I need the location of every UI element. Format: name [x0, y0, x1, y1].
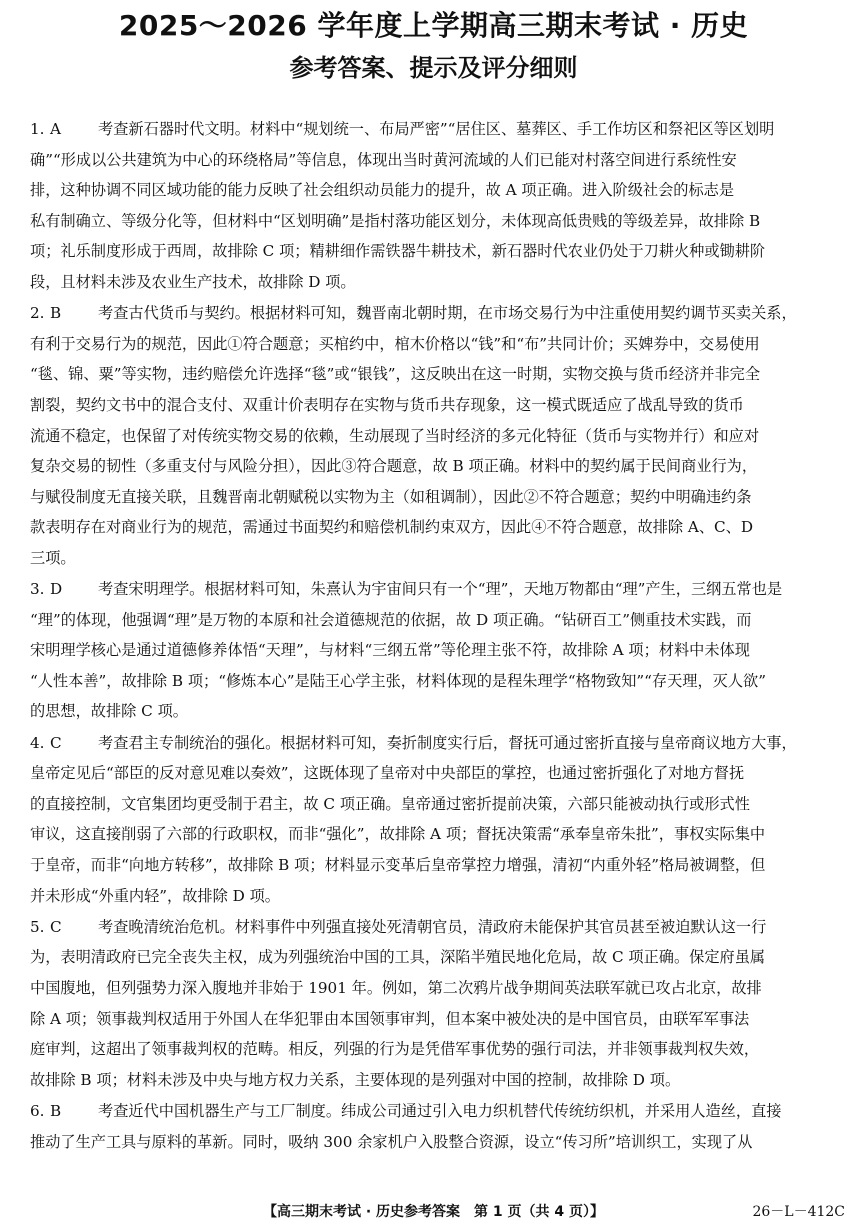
explanation-text: 于皇帝，而非“向地方转移”，故排除 B 项；材料显示变革后皇帝掌控力增强，清初“内重外轻”格局被调整，但: [30, 856, 766, 875]
answer-item: [30, 728, 840, 912]
answer-letter: D: [50, 580, 63, 599]
answer-item: [30, 912, 840, 1096]
question-number: 5.: [30, 917, 45, 936]
page-title: 2025～2026 学年度上学期高三期末考试 · 历史: [118, 9, 749, 42]
question-number: 2.: [30, 304, 45, 323]
answer-line: [30, 1127, 840, 1158]
answer-letter: A: [50, 120, 61, 138]
answer-line: [30, 819, 840, 850]
explanation-text: 推动了生产工具与原料的革新。同时，吸纳 300 余家机户入股整合资源，设立“传习所”培训织工，实现了从: [30, 1132, 753, 1151]
answer-line: [30, 175, 840, 206]
answer-line: [30, 758, 840, 789]
answer-line: [30, 482, 840, 513]
explanation-text: 的思想，故排除 C 项。: [30, 702, 188, 721]
answer-line: [30, 912, 840, 943]
answer-letter: C: [50, 733, 62, 752]
answer-line: [30, 881, 840, 912]
answer-line: [30, 789, 840, 820]
answer-line: [30, 574, 840, 605]
answer-line: [30, 145, 840, 176]
answer-line: [30, 696, 840, 727]
answer-line: [30, 359, 840, 390]
answer-line: [30, 942, 840, 973]
explanation-text: 中国腹地，但列强势力深入腹地并非始于 1901 年。例如，第二次鸦片战争期间英法联军就已攻占北京，故排: [30, 979, 762, 997]
answer-line: [30, 236, 840, 267]
explanation-text: 私有制确立、等级分化等，但材料中“区划明确”是指村落功能区划分，未体现高低贵贱的等级差异，故排除 B: [30, 211, 761, 230]
explanation-text: 款表明存在对商业行为的规范，需通过书面契约和赔偿机制约束双方，因此④不符合题意，故排除 A、C、D: [30, 518, 754, 537]
explanation-text: 有利于交易行为的规范，因此①符合题意；买棺约中，棺木价格以“钱”和“布”共同计价；买婢券中，交易使用: [30, 334, 760, 353]
answer-line: [30, 850, 840, 881]
question-number: 4.: [30, 733, 45, 752]
explanation-text: 除 A 项；领事裁判权适用于外国人在华犯罪由本国领事审判，但本案中被处决的是中国官员，由联军军事法: [30, 1009, 750, 1028]
answer-line: [30, 267, 840, 298]
answer-line: [30, 451, 840, 482]
answer-line: [30, 1004, 840, 1035]
explanation-text: 庭审判，这超出了领事裁判权的范畴。相反，列强的行为是凭借军事优势的强行司法，并非领事裁判权失效，: [30, 1040, 759, 1059]
answer-item: [30, 574, 840, 727]
explanation-text: 并未形成“外重内轻”，故排除 D 项。: [30, 886, 280, 905]
explanation-text: 段，且材料未涉及农业生产技术，故排除 D 项。: [30, 272, 356, 291]
explanation-text: “人性本善”，故排除 B 项；“修炼本心”是陆王心学主张，材料体现的是程朱理学“格物致知”“存天理，灭人欲”: [30, 671, 766, 690]
answer-letter: B: [50, 1101, 62, 1120]
explanation-text: 复杂交易的韧性（多重支付与风险分担），因此③符合题意，故 B 项正确。材料中的契约属于民间商业行为，: [30, 457, 758, 476]
explanation-text: 考查新石器时代文明。材料中“规划统一、布局严密”“居住区、墓葬区、手工作坊区和祭祀区等区划明: [98, 120, 775, 138]
explanation-text: 排，这种协调不同区域功能的能力反映了社会组织动员能力的提升，故 A 项正确。进入阶级社会的标志是: [30, 181, 735, 200]
answer-line: [30, 1065, 840, 1096]
explanation-text: 宋明理学核心是通过道德修养体悟“天理”，与材料“三纲五常”等伦理主张不符，故排除 A 项；材料中未体现: [30, 641, 750, 660]
answer-line: [30, 605, 840, 636]
answer-line: [30, 728, 840, 759]
explanation-text: 项；礼乐制度形成于西周，故排除 C 项；精耕细作需铁器牛耕技术，新石器时代农业仍处于刀耕火种或锄耕阶: [30, 242, 766, 261]
explanation-text: 皇帝定见后“部臣的反对意见难以奏效”，这既体现了皇帝对中央部臣的掌控，也通过密折强化了对地方督抚: [30, 764, 745, 783]
question-number: 6.: [30, 1101, 45, 1120]
answer-line: [30, 666, 840, 697]
answer-line: [30, 421, 840, 452]
explanation-text: 三项。: [30, 548, 76, 567]
answer-line: [30, 973, 840, 1004]
answer-line: [30, 206, 840, 237]
explanation-text: 考查君主专制统治的强化。根据材料可知，奏折制度实行后，督抚可通过密折直接与皇帝商议地方大事，: [98, 733, 797, 752]
explanation-text: 的直接控制，文官集团均更受制于君主，故 C 项正确。皇帝通过密折提前决策，六部只能被动执行或形式性: [30, 794, 750, 813]
answer-line: [30, 543, 840, 574]
answer-letter: C: [50, 917, 62, 936]
explanation-text: “理”的体现，他强调“理”是万物的本原和社会道德规范的依据，故 D 项正确。“钻研百工”侧重技术实践，而: [30, 610, 752, 629]
answer-line: [30, 512, 840, 543]
question-number: 1.: [30, 120, 45, 138]
answer-line: [30, 390, 840, 421]
explanation-text: 为，表明清政府已完全丧失主权，成为列强统治中国的工具，深陷半殖民地化危局，故 C 项正确。保定府虽属: [30, 948, 766, 967]
answer-item: [30, 298, 840, 573]
answer-line: [30, 1096, 840, 1127]
footer-page-info: 【高三期末考试 · 历史参考答案 第 1 页（共 4 页）】: [262, 1204, 605, 1220]
answer-line: [30, 114, 840, 145]
explanation-text: 割裂，契约文书中的混合支付、双重计价表明存在实物与货币共存现象，这一模式既适应了战乱导致的货币: [30, 395, 744, 414]
explanation-text: 考查近代中国机器生产与工厂制度。纬成公司通过引入电力织机替代传统纺织机，并采用人造丝，直接: [98, 1101, 782, 1120]
page-footer: [0, 1198, 867, 1226]
explanation-text: 故排除 B 项；材料未涉及中央与地方权力关系，主要体现的是列强对中国的控制，故排除 D 项。: [30, 1070, 681, 1089]
explanation-text: “毯、锦、粟”等实物，违约赔偿允许选择“毯”或“银钱”，这反映出在这一时期，实物交换与货币经济并非完全: [30, 365, 761, 384]
question-number: 3.: [30, 580, 45, 599]
explanation-text: 与赋役制度无直接关联，且魏晋南北朝赋税以实物为主（如租调制），因此②不符合题意；契约中明确违约条: [30, 487, 752, 506]
answer-letter: B: [50, 304, 62, 323]
answer-list: [30, 114, 840, 1158]
explanation-text: 审议，这直接削弱了六部的行政职权，而非“强化”，故排除 A 项；督抚决策需“承奉皇帝朱批”，事权实际集中: [30, 825, 766, 844]
explanation-text: 考查宋明理学。根据材料可知，朱熹认为宇宙间只有一个“理”，天地万物都由“理”产生，三纲五常也是: [98, 580, 783, 599]
answer-line: [30, 329, 840, 360]
explanation-text: 考查古代货币与契约。根据材料可知，魏晋南北朝时期，在市场交易行为中注重使用契约调节买卖关系，: [98, 304, 797, 323]
answer-line: [30, 635, 840, 666]
answer-line: [30, 1034, 840, 1065]
footer-paper-code: 26－L－412C: [752, 1204, 845, 1220]
answer-line: [30, 298, 840, 329]
explanation-text: 确”“形成以公共建筑为中心的环绕格局”等信息，体现出当时黄河流域的人们已能对村落空间进行系统性安: [30, 150, 737, 169]
answer-item: [30, 114, 840, 298]
explanation-text: 流通不稳定，也保留了对传统实物交易的依赖，生动展现了当时经济的多元化特征（货币与实物并行）和应对: [30, 426, 759, 445]
page-subtitle: 参考答案、提示及评分细则: [289, 54, 578, 82]
explanation-text: 考查晚清统治危机。材料事件中列强直接处死清朝官员，清政府未能保护其官员甚至被迫默认这一行: [98, 917, 767, 936]
answer-item: [30, 1096, 840, 1157]
